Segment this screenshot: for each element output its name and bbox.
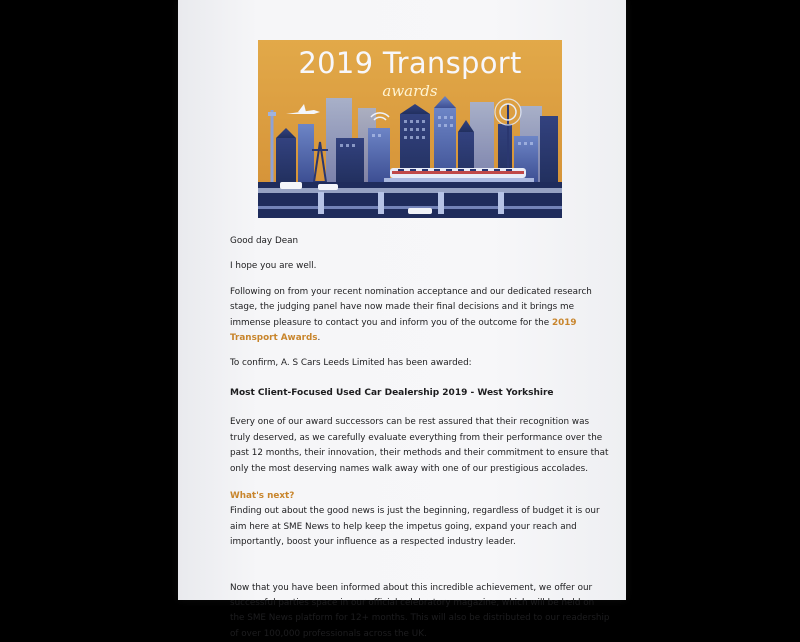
paragraph-nomination-end: . xyxy=(317,332,321,343)
paragraph-recognition: Every one of our award successors can be rest assured that their recognition was truly deserved, as we carefully evaluate everything from their performance over the past 12 months, their innovation, their methods and their commitment to ensure that only the most deserving names walk away with one of our prestigious accolades. xyxy=(230,417,609,474)
paragraph-whats-next: Finding out about the good news is just the beginning, regardless of budget it is our aim here at SME News to help keep the impetus going, expand your reach and importantly, boost your influence as a respected industry leader. xyxy=(230,506,600,548)
letter-page xyxy=(178,0,626,639)
paragraph-nomination xyxy=(230,285,610,347)
award-title: Most Client-Focused Used Car Dealership 2019 - West Yorkshire xyxy=(230,387,554,398)
paragraph-magazine: Now that you have been informed about this incredible achievement, we offer our successful parties space in our official celebratory magazine, which will be held on the SME News platform for 12+ months. This will also be distributed to our readership of over 100,000 professionals across the UK. xyxy=(230,582,610,639)
whats-next-heading: What's next? xyxy=(230,491,295,502)
paragraph-nomination-text: Following on from your recent nomination acceptance and our dedicated research stage, the judging panel have now made their final decisions and it brings me immense pleasure to contact you and inform you of the outcome for the xyxy=(230,286,592,328)
award-banner xyxy=(258,40,562,218)
line-hope: I hope you are well. xyxy=(230,261,317,272)
banner-title: 2019 Transport xyxy=(298,46,522,80)
letter-body xyxy=(230,234,610,642)
awards-name-highlight: 2019 Transport Awards xyxy=(230,317,577,343)
greeting: Good day Dean xyxy=(230,236,299,246)
banner-subtitle: awards xyxy=(382,82,438,100)
confirm-line: To confirm, A. S Cars Leeds Limited has been awarded: xyxy=(230,358,472,369)
